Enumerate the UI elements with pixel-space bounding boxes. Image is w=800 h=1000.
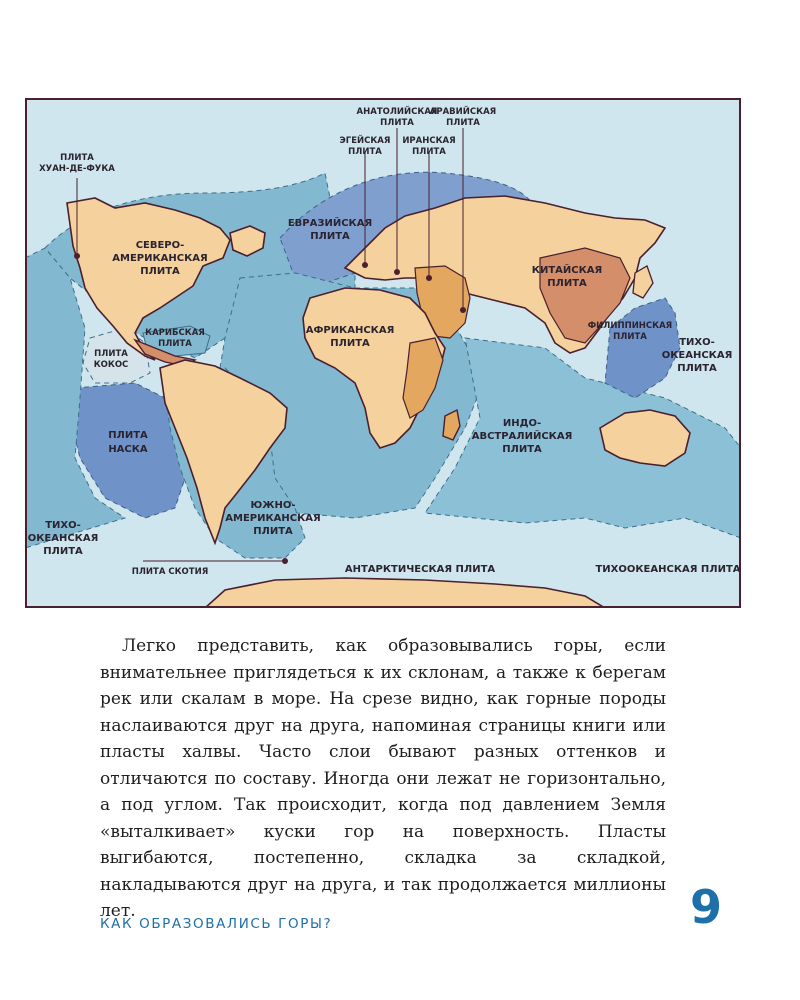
label-anatolian-1: АНАТОЛИЙСКАЯ [356, 107, 438, 117]
label-caribbean-2: ПЛИТА [158, 339, 192, 349]
label-pacific-west-2: ОКЕАНСКАЯ [27, 533, 99, 544]
label-eurasian-1: ЕВРАЗИЙСКАЯ [287, 218, 373, 229]
label-philippine-1: ФИЛИППИНСКАЯ [587, 321, 673, 331]
label-arabian-1: АРАВИЙСКАЯ [429, 107, 497, 117]
label-cocos-2: КОКОС [93, 360, 129, 370]
label-arabian-2: ПЛИТА [446, 118, 480, 128]
label-north-american-3: ПЛИТА [140, 266, 180, 277]
label-philippine-2: ПЛИТА [613, 332, 647, 342]
label-iranian-2: ПЛИТА [412, 147, 446, 157]
label-cocos-1: ПЛИТА [94, 349, 128, 359]
label-aegean-2: ПЛИТА [348, 147, 382, 157]
label-african-2: ПЛИТА [330, 338, 370, 349]
label-chinese-1: КИТАЙСКАЯ [531, 265, 603, 276]
iranian-marker [426, 275, 432, 281]
tectonic-plates-map [25, 98, 741, 608]
label-caribbean-1: КАРИБСКАЯ [145, 328, 205, 338]
label-south-american-1: ЮЖНО- [250, 500, 296, 511]
label-pacific-east-1: ТИХО- [679, 337, 715, 348]
arabian-marker [460, 307, 466, 313]
page-number: 9 [690, 880, 723, 934]
label-indo-australian-3: ПЛИТА [502, 444, 542, 455]
label-chinese-2: ПЛИТА [547, 278, 587, 289]
label-north-american-1: СЕВЕРО- [135, 240, 185, 251]
label-aegean-1: ЭГЕЙСКАЯ [339, 136, 391, 146]
label-indo-australian-2: АВСТРАЛИЙСКАЯ [471, 431, 573, 442]
label-eurasian-2: ПЛИТА [310, 231, 350, 242]
label-juan-de-fuca-1: ПЛИТА [60, 153, 94, 163]
label-antarctic: АНТАРКТИЧЕСКАЯ ПЛИТА [344, 564, 496, 575]
label-south-american-3: ПЛИТА [253, 526, 293, 537]
label-juan-de-fuca-2: ХУАН-ДЕ-ФУКА [39, 164, 115, 174]
label-north-american-2: АМЕРИКАНСКАЯ [112, 253, 208, 264]
label-nazca-1: ПЛИТА [108, 430, 148, 441]
label-south-american-2: АМЕРИКАНСКАЯ [225, 513, 321, 524]
label-pacific-east-3: ПЛИТА [677, 363, 717, 374]
chapter-title: КАК ОБРАЗОВАЛИСЬ ГОРЫ? [100, 916, 333, 932]
label-indo-australian-1: ИНДО- [502, 418, 542, 429]
label-pacific-west-3: ПЛИТА [43, 546, 83, 557]
label-scotia: ПЛИТА СКОТИЯ [131, 567, 209, 577]
aegean-marker [362, 262, 368, 268]
label-nazca-2: НАСКА [108, 444, 148, 455]
label-pacific-south: ТИХООКЕАНСКАЯ ПЛИТА [595, 564, 741, 575]
anatolian-marker [394, 269, 400, 275]
label-anatolian-2: ПЛИТА [380, 118, 414, 128]
label-pacific-west-1: ТИХО- [45, 520, 81, 531]
label-iranian-1: ИРАНСКАЯ [402, 136, 456, 146]
body-paragraph: Легко представить, как образовывались горы, если внимательнее приглядеться к их склонам, а также к берегам рек или скалам в море. На срезе видно, как горные породы наслаиваются друг на друга, напоминая страницы книги или пласты халвы. Часто слои бывают разных оттенков и отличаются по составу. Иногда они лежат не горизонтально, а под углом. Так происходит, когда под давлением Земля «выталкивает» куски гор на поверхность. Пласты выгибаются, постепенно, складка за складкой, накладываются друг на друга, и так продолжается миллионы лет. [100, 636, 666, 921]
label-african-1: АФРИКАНСКАЯ [305, 325, 395, 336]
label-pacific-east-2: ОКЕАНСКАЯ [661, 350, 733, 361]
